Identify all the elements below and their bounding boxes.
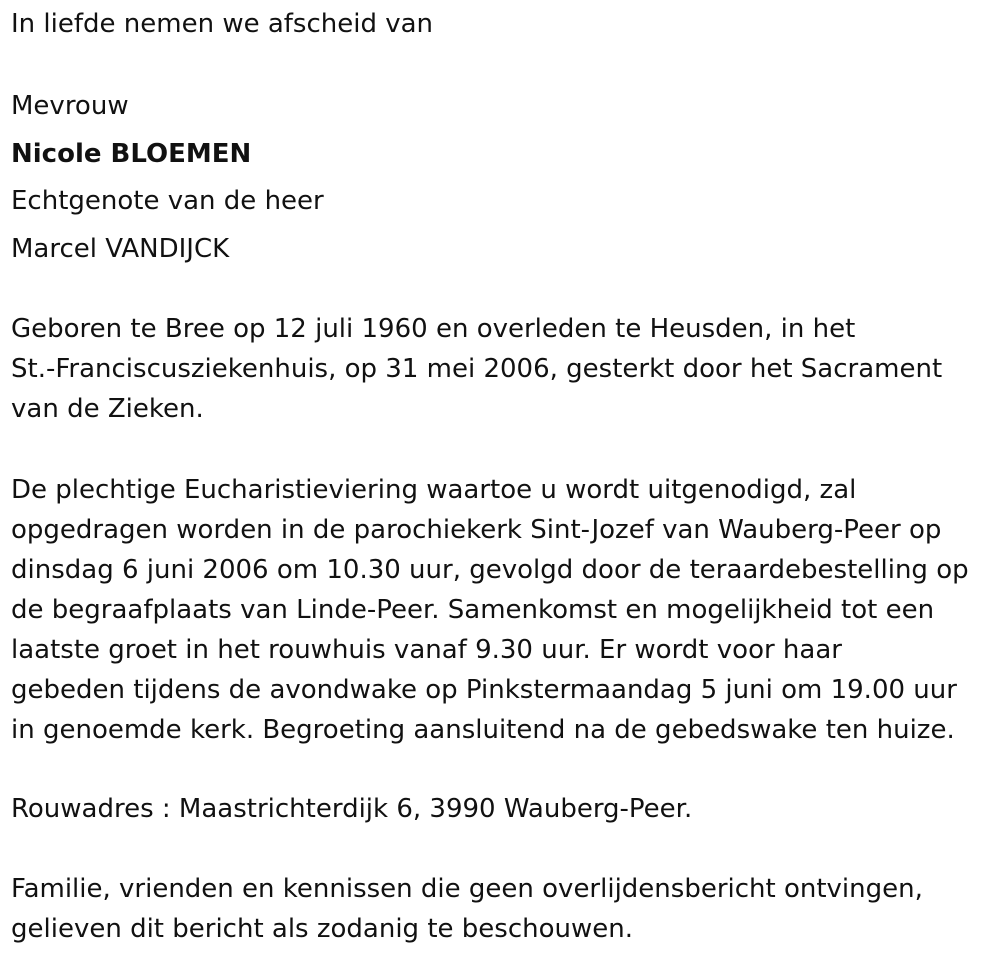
birth-death-paragraph <box>11 309 996 429</box>
paragraph-line: opgedragen worden in de parochiekerk Sint-Jozef van Wauberg-Peer op <box>11 515 942 545</box>
deceased-name: Nicole BLOEMEN <box>11 139 252 169</box>
paragraph-line: in genoemde kerk. Begroeting aansluitend na de gebedswake ten huize. <box>11 715 955 745</box>
paragraph-line: De plechtige Eucharistieviering waartoe u wordt uitgenodigd, zal <box>11 475 857 505</box>
spouse-name: Marcel VANDIJCK <box>11 234 230 264</box>
mourning-address: Rouwadres : Maastrichterdijk 6, 3990 Wauberg-Peer. <box>11 794 693 824</box>
paragraph-line: laatste groet in het rouwhuis vanaf 9.30 uur. Er wordt voor haar <box>11 635 842 665</box>
paragraph-line: Geboren te Bree op 12 juli 1960 en overleden te Heusden, in het <box>11 314 856 344</box>
paragraph-line: van de Zieken. <box>11 394 204 424</box>
paragraph-line: gelieven dit bericht als zodanig te beschouwen. <box>11 914 633 944</box>
ceremony-paragraph <box>11 470 996 750</box>
intro-text: In liefde nemen we afscheid van <box>11 9 434 39</box>
title-prefix: Mevrouw <box>11 91 129 121</box>
paragraph-line: dinsdag 6 juni 2006 om 10.30 uur, gevolgd door de teraardebestelling op <box>11 555 969 585</box>
closing-paragraph <box>11 869 996 949</box>
relation-line: Echtgenote van de heer <box>11 186 324 216</box>
paragraph-line: de begraafplaats van Linde-Peer. Samenkomst en mogelijkheid tot een <box>11 595 935 625</box>
paragraph-line: gebeden tijdens de avondwake op Pinkstermaandag 5 juni om 19.00 uur <box>11 675 957 705</box>
paragraph-line: St.-Franciscusziekenhuis, op 31 mei 2006, gesterkt door het Sacrament <box>11 354 943 384</box>
paragraph-line: Familie, vrienden en kennissen die geen overlijdensbericht ontvingen, <box>11 874 923 904</box>
